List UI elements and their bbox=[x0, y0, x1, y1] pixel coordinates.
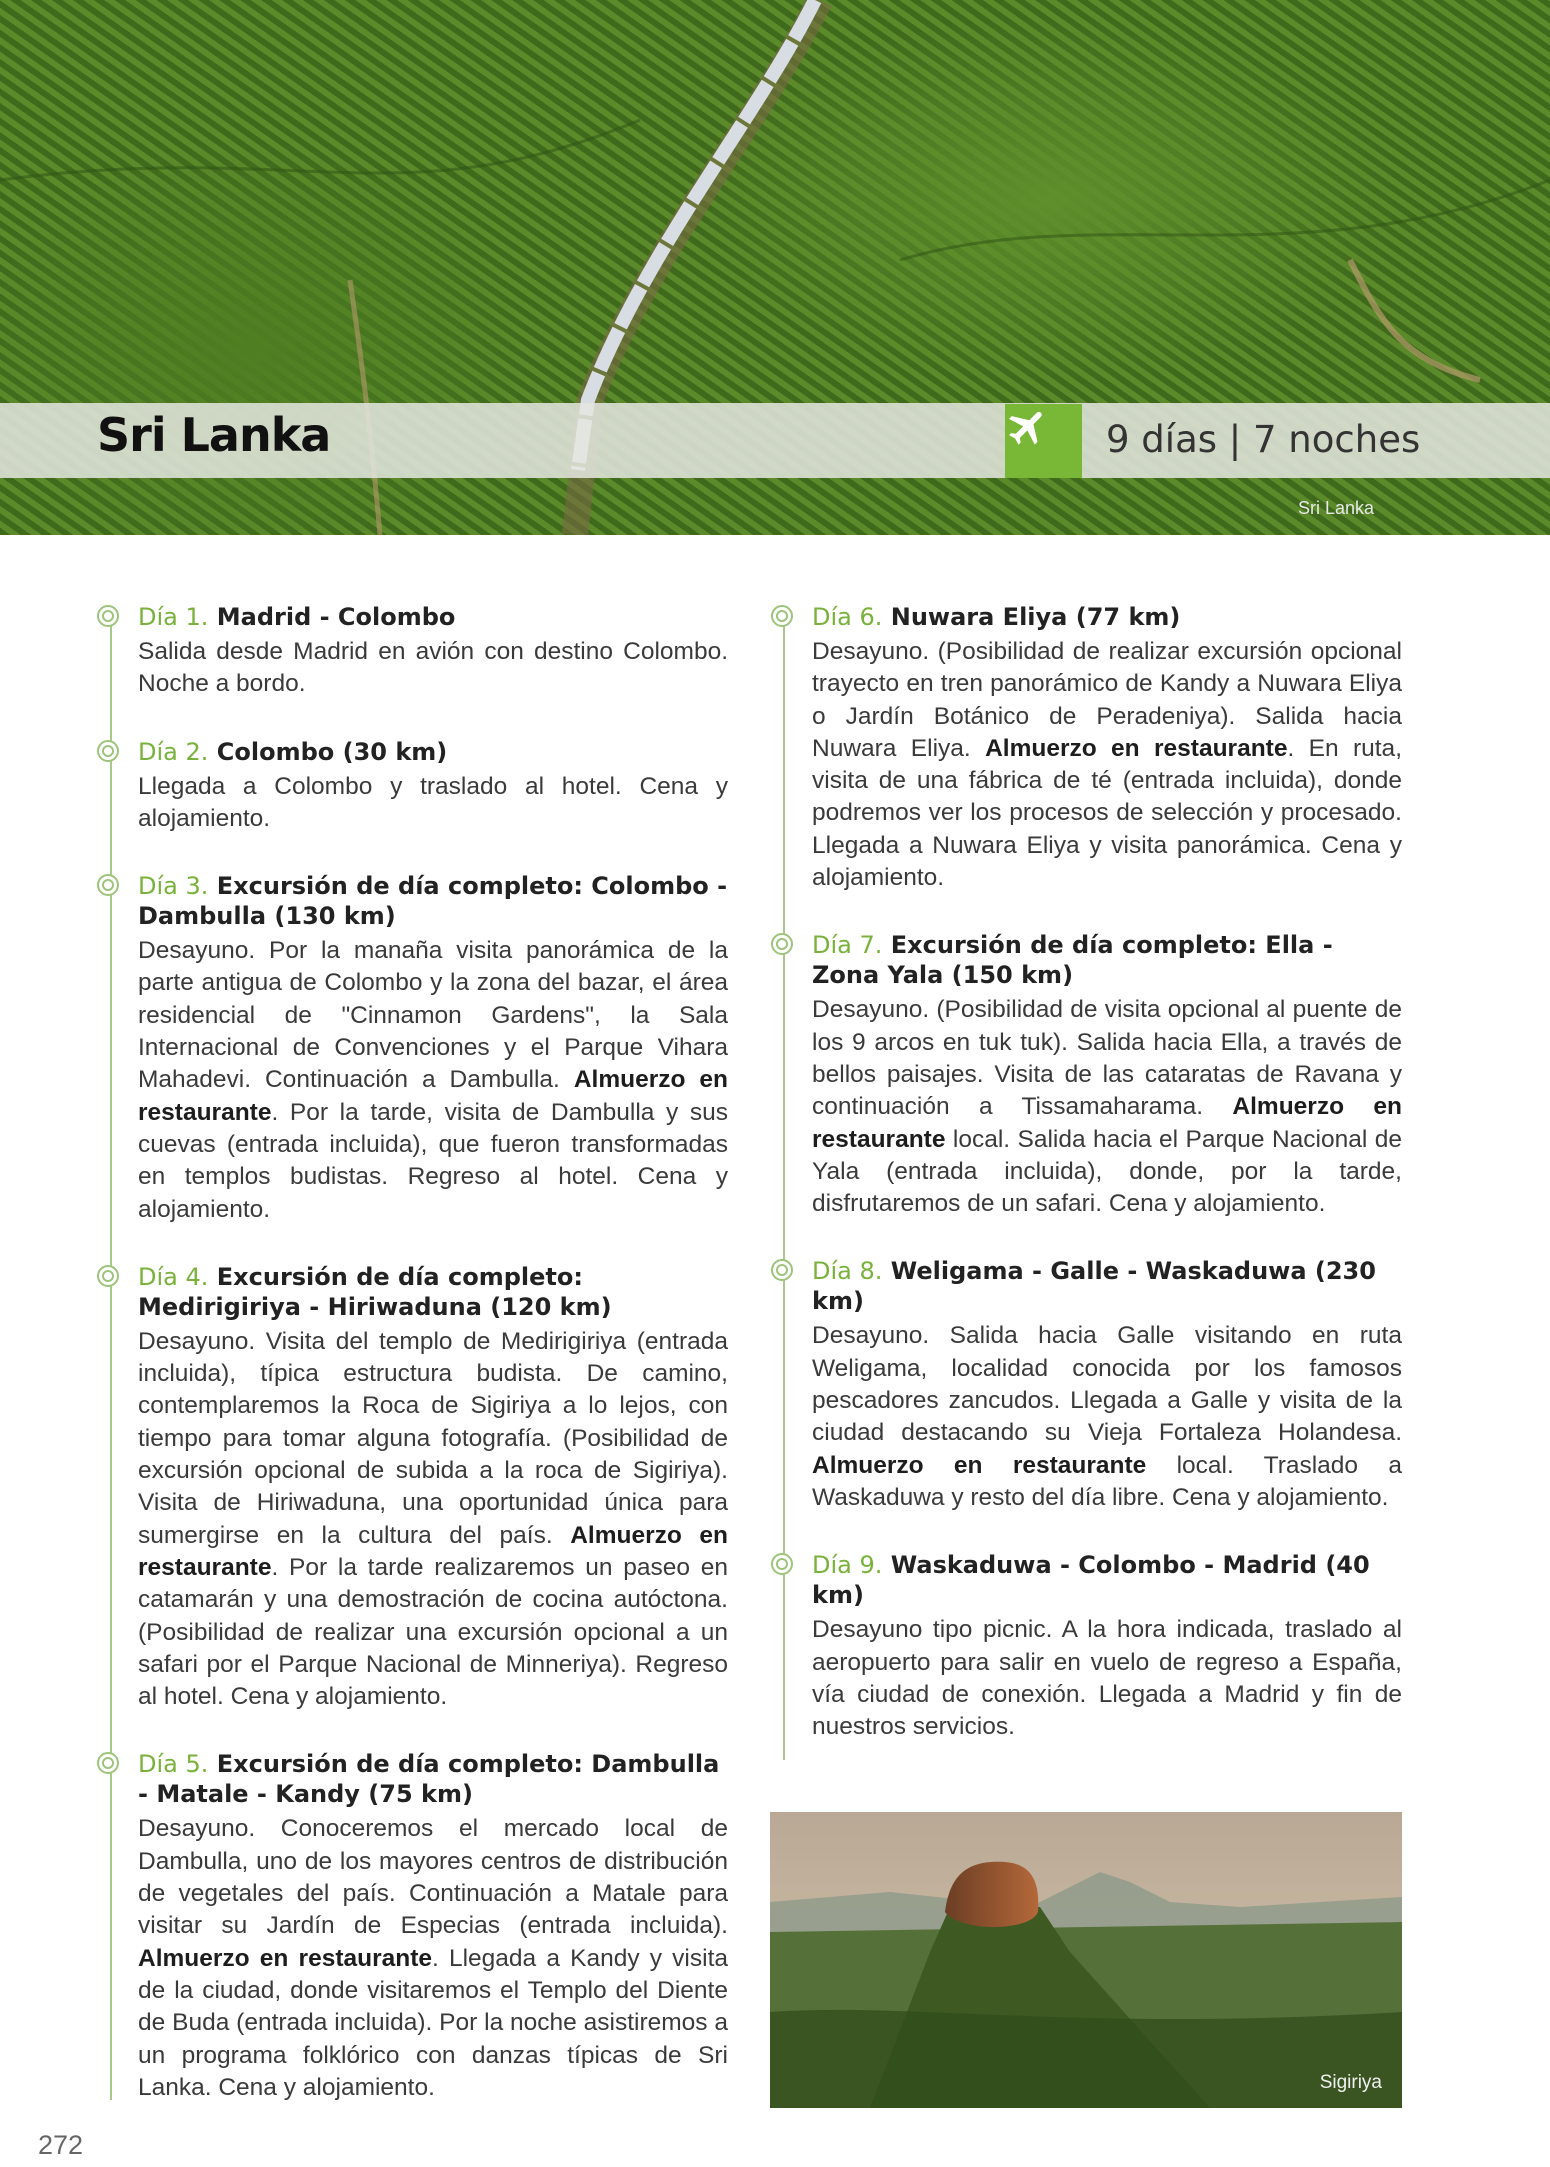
day-number: Día 7. bbox=[812, 931, 883, 960]
day-title: Colombo (30 km) bbox=[216, 737, 448, 766]
day-title: Excursión de día completo: Dambulla - Matale - Kandy (75 km) bbox=[138, 1750, 720, 1809]
hero-image bbox=[0, 0, 1550, 535]
itinerary-day bbox=[138, 1749, 728, 2104]
day-title: Madrid - Colombo bbox=[216, 603, 456, 631]
timeline-marker-icon bbox=[770, 932, 794, 956]
description-text: Desayuno. Salida hacia Galle visitando en ruta Weligama, localidad conocida por los famosos pescadores zancudos. Llegada a Galle y visita de la ciudad destacando su Vieja Fortaleza Holandesa. bbox=[812, 1322, 1402, 1447]
highlight-text: Almuerzo en restaurante bbox=[812, 1093, 1402, 1153]
day-title: Excursión de día completo: Medirigiriya - Hiriwaduna (120 km) bbox=[138, 1262, 612, 1321]
description-text: local. Salida hacia el Parque Nacional de Yala (entrada incluida), donde, por la tarde, disfrutaremos de un safari. Cena y alojamiento. bbox=[812, 1125, 1402, 1218]
day-number: Día 8. bbox=[812, 1257, 883, 1286]
timeline-marker-icon bbox=[770, 604, 794, 628]
day-description bbox=[812, 636, 1402, 894]
sigiriya-photo bbox=[770, 1812, 1402, 2108]
highlight-text: Almuerzo en restaurante bbox=[138, 1944, 432, 1972]
description-text: Desayuno. Visita del templo de Medirigiriya (entrada incluida), típica estructura budista. De camino, contemplaremos la Roca de Sigiriya a lo lejos, con tiempo para tomar alguna fotografía. (Posibilidad de excursión opcional de subida a la roca de Sigiriya). Visita de Hiriwaduna, una oportunidad única para sumergirse en la cultura del país. bbox=[138, 1327, 728, 1549]
itinerary-day bbox=[138, 1262, 728, 1714]
day-heading bbox=[812, 602, 1402, 632]
day-description bbox=[812, 1614, 1402, 1743]
timeline-marker-icon bbox=[96, 1264, 120, 1288]
timeline-line-right bbox=[783, 610, 785, 1760]
itinerary-day bbox=[812, 930, 1402, 1220]
description-text: Desayuno. (Posibilidad de realizar excursión opcional trayecto en tren panorámico de Kandy a Nuwara Eliya o Jardín Botánico de Peradeniya). Salida hacia Nuwara Eliya. bbox=[812, 638, 1402, 762]
description-text: . Por la tarde, visita de Dambulla y sus cuevas (entrada incluida), que fueron transformadas en templos budistas. Regreso al hotel. Cena y alojamiento. bbox=[138, 1098, 728, 1223]
day-heading bbox=[138, 1262, 728, 1322]
day-heading bbox=[138, 737, 728, 767]
highlight-text: Almuerzo en restaurante bbox=[985, 734, 1288, 762]
highlight-text: Almuerzo en restaurante bbox=[812, 1451, 1147, 1479]
itinerary-day bbox=[812, 1256, 1402, 1514]
itinerary-day bbox=[138, 871, 728, 1226]
day-number: Día 6. bbox=[812, 603, 883, 631]
timeline-marker-icon bbox=[96, 604, 120, 628]
day-title: Waskaduwa - Colombo - Madrid (40 km) bbox=[812, 1551, 1370, 1610]
day-description bbox=[138, 1326, 728, 1714]
description-text: Llegada a Colombo y traslado al hotel. Cena y alojamiento. bbox=[138, 772, 728, 832]
timeline-marker-icon bbox=[96, 873, 120, 897]
day-number: Día 2. bbox=[138, 737, 209, 766]
highlight-text: Almuerzo en restaurante bbox=[138, 1066, 728, 1126]
description-text: Desayuno. Por la manaña visita panorámica de la parte antigua de Colombo y la zona del bazar, el área residencial de "Cinnamon Gardens", la Sala Internacional de Convenciones y el Parque Vihara Mahadevi. Continuación a Dambulla. bbox=[138, 937, 728, 1094]
day-title: Excursión de día completo: Ella - Zona Yala (150 km) bbox=[812, 931, 1333, 990]
description-text: Desayuno. Conoceremos el mercado local de Dambulla, uno de los mayores centros de distribución de vegetales del país. Continuación a Matale para visitar su Jardín de Especias (entrada incluida). bbox=[138, 1815, 728, 1940]
itinerary-column-right bbox=[812, 602, 1402, 1779]
highlight-text: Almuerzo en restaurante bbox=[138, 1521, 728, 1581]
description-text: local. Traslado a Waskaduwa y resto del día libre. Cena y alojamiento. bbox=[812, 1451, 1402, 1511]
day-description bbox=[138, 935, 728, 1226]
day-description bbox=[812, 1320, 1402, 1514]
itinerary-column-left bbox=[138, 602, 728, 2140]
itinerary-day bbox=[138, 602, 728, 701]
day-number: Día 9. bbox=[812, 1551, 883, 1580]
day-title: Weligama - Galle - Waskaduwa (230 km) bbox=[812, 1257, 1376, 1316]
description-text: . Por la tarde realizaremos un paseo en catamarán y una demostración de cocina autóctona. (Posibilidad de realizar una excursión opcional a un safari por el Parque Nacional de Minneriya). Regreso al hotel. Cena y alojamiento. bbox=[138, 1553, 728, 1711]
day-heading bbox=[138, 1749, 728, 1809]
timeline-marker-icon bbox=[770, 1258, 794, 1282]
day-heading bbox=[138, 871, 728, 931]
description-text: Desayuno tipo picnic. A la hora indicada, traslado al aeropuerto para salir en vuelo de regreso a España, vía ciudad de conexión. Llegada a Madrid y fin de nuestros servicios. bbox=[812, 1616, 1402, 1741]
plane-icon bbox=[1005, 404, 1082, 478]
timeline-marker-icon bbox=[96, 739, 120, 763]
day-title: Nuwara Eliya (77 km) bbox=[890, 603, 1181, 631]
day-description bbox=[812, 994, 1402, 1220]
description-text: Salida desde Madrid en avión con destino Colombo. Noche a bordo. bbox=[138, 638, 728, 698]
day-heading bbox=[812, 1550, 1402, 1610]
description-text: . En ruta, visita de una fábrica de té (entrada incluida), donde podremos ver los procesos de selección y procesado. Llegada a Nuwara Eliya y visita panorámica. Cena y alojamiento. bbox=[812, 734, 1402, 892]
day-description bbox=[138, 1813, 728, 2104]
day-number: Día 4. bbox=[138, 1262, 209, 1291]
page-title: Sri Lanka bbox=[97, 408, 331, 462]
description-text: Desayuno. (Posibilidad de visita opcional al puente de los 9 arcos en tuk tuk). Salida hacia Ella, a través de bellos paisajes. Visita de las cataratas de Ravana y continuación a Tissamaharama. bbox=[812, 996, 1402, 1121]
day-description bbox=[138, 771, 728, 836]
day-number: Día 3. bbox=[138, 872, 209, 901]
day-heading bbox=[812, 930, 1402, 990]
timeline-marker-icon bbox=[770, 1552, 794, 1576]
timeline-line-left bbox=[110, 610, 112, 2100]
day-description bbox=[138, 636, 728, 701]
day-number: Día 5. bbox=[138, 1750, 209, 1779]
itinerary-day bbox=[812, 1550, 1402, 1743]
day-heading bbox=[138, 602, 728, 632]
itinerary-day bbox=[138, 737, 728, 836]
hero-photo-caption: Sri Lanka bbox=[1298, 498, 1375, 518]
trip-duration: 9 días | 7 noches bbox=[1106, 418, 1421, 461]
day-title: Excursión de día completo: Colombo - Dambulla (130 km) bbox=[138, 872, 728, 931]
page-number: 272 bbox=[38, 2130, 84, 2160]
photo-caption: Sigiriya bbox=[1319, 2072, 1382, 2093]
day-heading bbox=[812, 1256, 1402, 1316]
description-text: . Llegada a Kandy y visita de la ciudad, donde visitaremos el Templo del Diente de Buda (entrada incluida). Por la noche asistiremos a un programa folklórico con danzas típicas de Sri Lanka. Cena y alojamiento. bbox=[138, 1944, 728, 2101]
day-number: Día 1. bbox=[138, 603, 209, 631]
timeline-marker-icon bbox=[96, 1751, 120, 1775]
itinerary-day bbox=[812, 602, 1402, 894]
